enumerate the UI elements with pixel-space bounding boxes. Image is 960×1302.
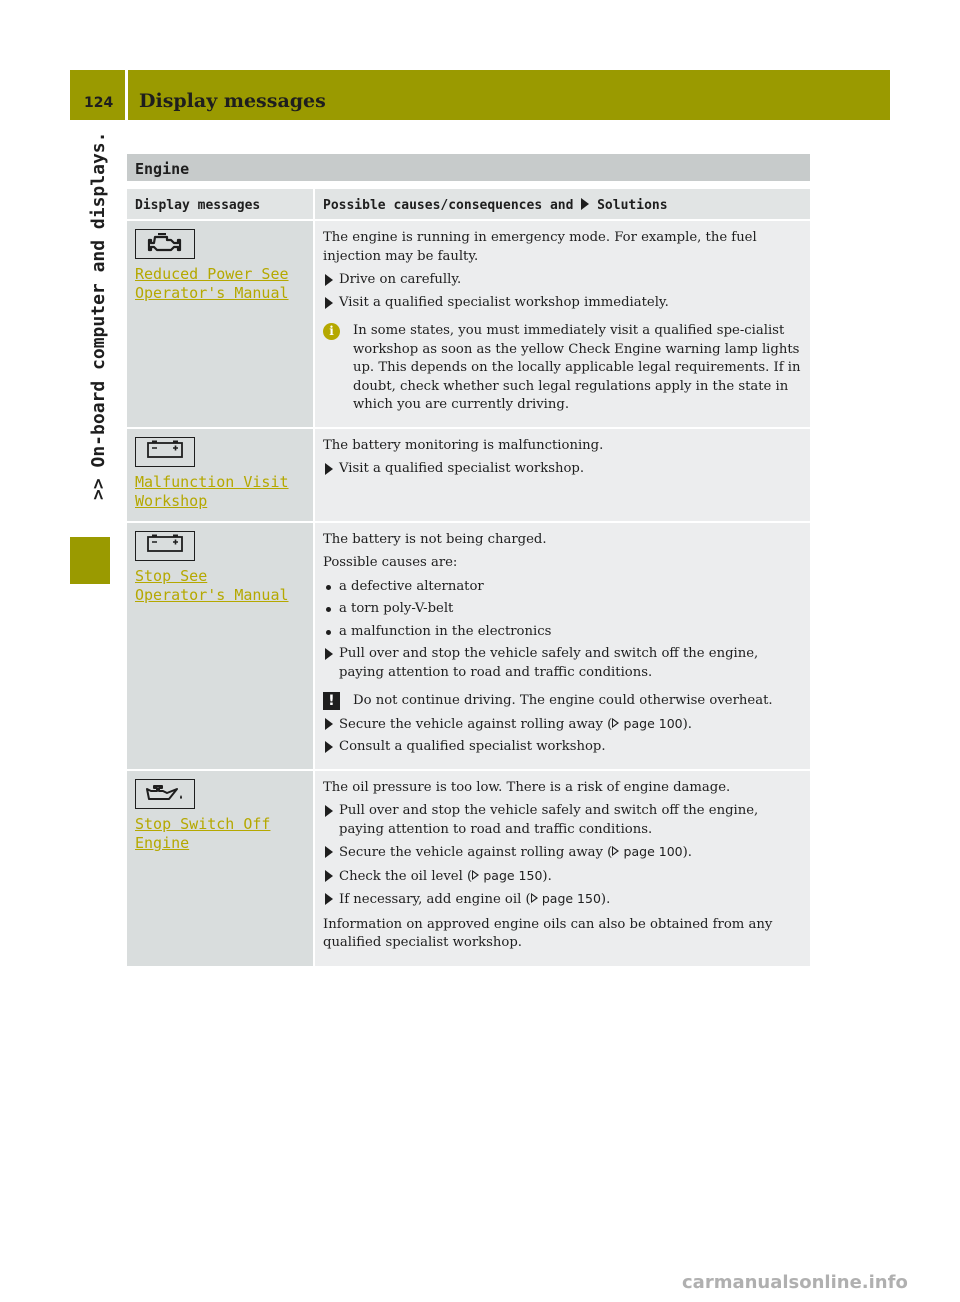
- display-messages-table: [127, 189, 810, 968]
- description: The oil pressure is too low. There is a risk of engine damage.: [323, 779, 731, 795]
- solution-step: If necessary, add engine oil ( page 150).: [323, 890, 804, 910]
- causes-cell: [314, 522, 810, 770]
- info-icon: i: [323, 323, 340, 340]
- warning-note: ! Do not continue driving. The engine could otherwise overheat.: [323, 692, 804, 711]
- battery-icon: [135, 531, 195, 561]
- arrow-icon: [325, 648, 333, 660]
- arrow-icon: [325, 718, 333, 730]
- solution-step: Secure the vehicle against rolling away ( page 100).: [323, 843, 804, 863]
- description: The engine is running in emergency mode. For example, the fuel injection may be faulty.: [323, 230, 757, 264]
- table-header-row: [127, 189, 810, 220]
- causes-cell: [314, 220, 810, 428]
- list-item: a torn poly-V-belt: [323, 600, 804, 619]
- bullet-icon: [326, 607, 331, 612]
- chapter-label: >> On-board computer and displays.: [88, 131, 109, 500]
- display-cell: [127, 522, 314, 770]
- display-message-text: Reduced Power See Operator's Manual: [135, 265, 289, 302]
- page-ref-icon: [531, 893, 538, 903]
- watermark: carmanualsonline.info: [682, 1272, 908, 1293]
- causes-cell: [314, 770, 810, 967]
- arrow-icon: [325, 274, 333, 286]
- description: Possible causes are:: [323, 555, 458, 570]
- warning-icon: !: [323, 692, 340, 710]
- battery-icon: [135, 437, 195, 467]
- solution-step: Secure the vehicle against rolling away ( page 100).: [323, 715, 804, 735]
- arrow-icon: [325, 805, 333, 817]
- display-message-text: Malfunction Visit Workshop: [135, 472, 289, 510]
- page-ref-icon: [612, 718, 619, 728]
- arrow-icon: [325, 297, 333, 309]
- info-note: i In some states, you must immediately visit a qualified spe-cialist workshop as soon as the yellow Check Engine warning lamp lights up. This depends on the locally applicable legal requirements. If in doubt, check whether such legal regulations apply in the state in which you are currently driving.: [323, 322, 804, 415]
- page-ref-icon: [472, 870, 479, 880]
- page-reference[interactable]: page 100: [623, 715, 683, 731]
- display-message-text: Stop Switch Off Engine: [135, 814, 271, 852]
- column-header-display: Display messages: [127, 189, 314, 220]
- page-title: Display messages: [139, 90, 326, 112]
- table-row: [127, 220, 810, 428]
- display-cell: [127, 428, 314, 522]
- description: The battery is not being charged.: [323, 531, 547, 547]
- arrow-icon: [325, 463, 333, 475]
- display-cell: [127, 220, 314, 428]
- column-header-causes-prefix: Possible causes/consequences and: [323, 198, 574, 213]
- chapter-tab: [70, 537, 110, 584]
- page-ref-icon: [612, 846, 619, 856]
- table-row: [127, 522, 810, 770]
- arrow-icon: [325, 870, 333, 882]
- list-item: a malfunction in the electronics: [323, 623, 804, 642]
- column-header-causes-suffix: Solutions: [597, 198, 668, 213]
- page-reference[interactable]: page 150: [483, 867, 543, 883]
- solution-step: Pull over and stop the vehicle safely and switch off the engine, paying attention to road and traffic conditions.: [323, 645, 804, 682]
- table-row: [127, 428, 810, 522]
- check-engine-icon: [135, 229, 195, 259]
- display-message-text: Stop See Operator's Manual: [135, 566, 289, 604]
- description: Information on approved engine oils can also be obtained from any qualified specialist workshop.: [323, 916, 773, 950]
- description: The battery monitoring is malfunctioning.: [323, 437, 604, 453]
- section-title: Engine: [127, 154, 810, 181]
- arrow-icon: [581, 198, 589, 210]
- oil-can-icon: [135, 779, 195, 809]
- header-separator: [125, 70, 128, 120]
- solution-step: Drive on carefully.: [323, 271, 804, 290]
- column-header-causes: [314, 189, 810, 220]
- solution-step: Check the oil level ( page 150).: [323, 867, 804, 887]
- bullet-icon: [326, 630, 331, 635]
- solution-step: Consult a qualified specialist workshop.: [323, 738, 804, 757]
- arrow-icon: [325, 846, 333, 858]
- display-cell: [127, 770, 314, 967]
- page-reference[interactable]: page 100: [623, 844, 683, 859]
- solution-step: Visit a qualified specialist workshop immediately.: [323, 294, 804, 313]
- list-item: a defective alternator: [323, 578, 804, 597]
- page-number: 124: [84, 95, 114, 111]
- page-reference[interactable]: page 150: [541, 891, 601, 906]
- causes-cell: [314, 428, 810, 522]
- solution-step: Visit a qualified specialist workshop.: [323, 460, 804, 479]
- table-row: [127, 770, 810, 967]
- page-header: [70, 70, 890, 120]
- arrow-icon: [325, 741, 333, 753]
- solution-step: Pull over and stop the vehicle safely and switch off the engine, paying attention to road and traffic conditions.: [323, 802, 804, 839]
- arrow-icon: [325, 893, 333, 905]
- bullet-icon: [326, 585, 331, 590]
